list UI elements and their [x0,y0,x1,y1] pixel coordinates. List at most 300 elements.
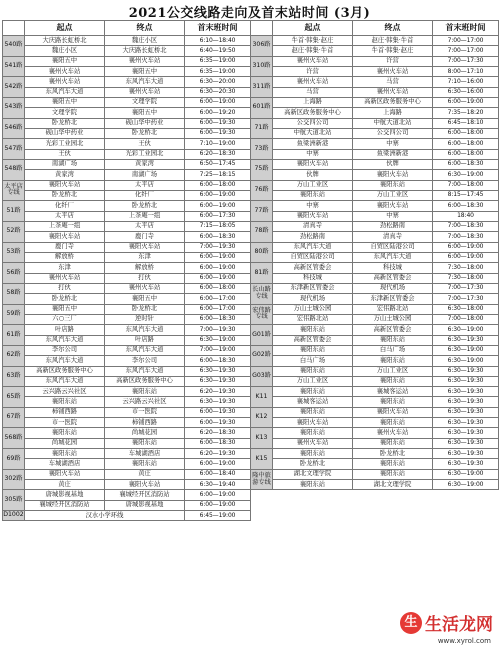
service-time: 6:00—19:00 [185,490,251,500]
route-number: 305路 [3,490,25,511]
start-stop: 劲松路南 [273,232,353,242]
start-stop: 大庆路长虹桥北 [25,36,105,46]
table-row [3,242,251,252]
service-time: 6:00—17:30 [185,211,251,221]
start-stop: 云兴路云兴社区 [25,387,105,397]
end-stop: 襄城经开区消防站 [105,490,185,500]
service-time: 7:35—18:20 [433,108,499,118]
service-time: 6:30—19:30 [433,407,499,417]
route-number: 75路 [251,159,273,180]
service-time: 6:00—17:00 [185,294,251,304]
service-time: 6:10—18:40 [185,36,251,46]
table-row [3,87,251,97]
end-stop: 上茶庵一组 [105,211,185,221]
start-stop: 黄庄 [25,480,105,490]
start-stop: 解放桥 [25,252,105,262]
table-row [3,159,251,169]
end-stop: 中航大道北站 [353,118,433,128]
route-number: 53路 [3,242,25,263]
route-number: 61路 [3,325,25,346]
service-time: 6:30—19:00 [433,480,499,490]
service-time: 6:20—18:30 [185,149,251,159]
route-number: 73路 [251,139,273,160]
start-stop: 上茶庵一组 [25,221,105,231]
start-stop: 唐城影视基地 [25,490,105,500]
start-stop: 南湖广场 [25,159,105,169]
start-stop: 东风汽车大道 [25,87,105,97]
end-stop: 现代机场 [353,283,433,293]
start-stop: 打伙 [25,283,105,293]
service-time: 6:30—19:00 [433,325,499,335]
table-row [3,387,251,397]
service-time: 6:00—19:00 [185,97,251,107]
service-time: 7:25—18:15 [185,170,251,180]
end-stop: 襄阳东站 [353,469,433,479]
service-time: 7:00—18:00 [433,314,499,324]
start-stop: 襄阳东站 [273,190,353,200]
start-stop: 卧龙桥北 [25,190,105,200]
route-number: K12 [251,407,273,428]
end-stop: 高新区政务服务中心 [105,376,185,386]
start-stop: 高新区政务服务中心 [273,108,353,118]
start-stop: 东风汽车大道 [273,242,353,252]
service-time: 7:00—18:30 [433,221,499,231]
route-number: K15 [251,449,273,470]
route-number: 65路 [3,387,25,408]
end-stop: 襄州火车站 [353,428,433,438]
start-stop: 公交四公司 [273,118,353,128]
table-row [251,149,499,159]
route-number: 81路 [251,263,273,284]
start-stop: 砚山华中药业 [25,128,105,138]
table-row [251,459,499,469]
table-row [3,304,251,314]
service-time: 6:00—19:00 [185,190,251,200]
service-time: 6:30—19:30 [433,335,499,345]
start-stop: 高新区政务服务中心 [25,366,105,376]
table-row [251,139,499,149]
table-row [251,356,499,366]
service-time: 6:30—19:30 [433,387,499,397]
table-row [251,273,499,283]
route-header [3,21,25,36]
table-row [251,314,499,324]
end-stop: 襄阳东站 [353,397,433,407]
start-stop: 襄州火车站 [273,56,353,66]
end-stop: 东津 [105,252,185,262]
route-number: 78路 [251,221,273,242]
end-stop: 襄阳火车站 [353,201,433,211]
start-stop: 襄阳东站 [273,449,353,459]
start-stop: 魏庄小区 [25,46,105,56]
service-time: 6:30—19:30 [185,397,251,407]
end-stop: 公交四公司 [353,128,433,138]
service-time: 7:00—19:30 [185,325,251,335]
table-row [3,201,251,211]
start-stop: 万山工业区 [273,180,353,190]
end-stop: 白马广场 [353,345,433,355]
service-time: 7:30—18:00 [433,273,499,283]
end-stop: 湖北文理学院 [353,480,433,490]
table-row [251,449,499,459]
table-row [3,397,251,407]
start-stop: 襄州火车站 [273,438,353,448]
start-stop: 文理学院 [25,108,105,118]
end-stop: 中寨 [353,211,433,221]
route-number: 306路 [251,36,273,57]
table-row [251,428,499,438]
end-stop: 鹿门寺 [105,232,185,242]
route-number: 隆中旅游专线 [251,469,273,490]
table-row [3,345,251,355]
start-header: 起点 [25,21,105,36]
table-row [251,480,499,490]
start-stop: 襄阳东站 [273,387,353,397]
end-stop: 科技城 [353,263,433,273]
start-stop: 六○三厂 [25,314,105,324]
route-table-left [2,20,251,521]
start-stop: 东风汽车大道 [25,356,105,366]
service-time: 6:30—19:30 [433,418,499,428]
start-stop: 高新区管委会 [273,263,353,273]
service-time: 6:40—19:50 [185,46,251,56]
end-stop: 宏伟路北站 [353,304,433,314]
end-stop: 东风汽车大道 [353,252,433,262]
end-stop: 南湖广场 [105,170,185,180]
route-number: 51路 [3,201,25,222]
end-stop: 襄阳东站 [353,356,433,366]
end-stop: 东风汽车大道 [105,77,185,87]
table-row [251,46,499,56]
route-number: G02路 [251,345,273,366]
end-stop: 李尔公司 [105,356,185,366]
service-time: 6:30—20:00 [185,77,251,87]
table-row [3,407,251,417]
route-number: 69路 [3,449,25,470]
route-number: 太平店专线 [3,180,25,201]
route-number: 310路 [251,56,273,77]
start-stop: 鱼梁洲新港 [273,139,353,149]
table-row [251,97,499,107]
route-number: 67路 [3,407,25,428]
service-time: 6:00—19:00 [433,252,499,262]
end-stop: 襄州火车站 [353,66,433,76]
service-time: 6:30—19:00 [433,170,499,180]
table-row [3,180,251,190]
start-stop: 襄州火车站 [273,77,353,87]
start-stop: 汉水小学环线 [25,511,185,521]
table-row [251,180,499,190]
route-number: 56路 [3,263,25,284]
end-stop: 牛首·韩集·赵庄 [353,46,433,56]
start-stop: 襄阳五中 [25,56,105,66]
end-stop: 高新区管委会 [353,325,433,335]
start-stop: 东风汽车大道 [25,335,105,345]
start-stop: 叶店路 [25,325,105,335]
start-stop: 马营 [273,87,353,97]
end-stop: 唐城影视基地 [105,500,185,510]
end-stop: 襄阳五中 [105,108,185,118]
end-stop: 襄阳火车站 [105,242,185,252]
start-stop: 襄城经开区消防站 [25,500,105,510]
service-time: 7:00—18:00 [433,180,499,190]
start-stop: 上海路 [273,97,353,107]
table-row [251,190,499,200]
start-header: 起点 [273,21,353,36]
start-stop: 柿铺西路 [25,407,105,417]
route-number: 80路 [251,242,273,263]
start-stop: 襄阳火车站 [273,159,353,169]
service-time: 6:00—19:00 [185,459,251,469]
table-row [251,438,499,448]
end-stop: 赵庄·韩集·牛首 [353,36,433,46]
end-stop: 襄阳东站 [353,438,433,448]
end-stop: 黄家湾 [105,159,185,169]
service-time: 6:30—16:00 [433,87,499,97]
table-row [251,283,499,293]
end-stop: 万山工业区 [353,366,433,376]
end-stop: 黄庄 [105,469,185,479]
table-row [251,118,499,128]
start-stop: 太平店 [25,211,105,221]
time-header: 首末班时间 [433,21,499,36]
route-number: 542路 [3,77,25,98]
service-time: 6:30—19:30 [433,397,499,407]
route-number: G03路 [251,366,273,387]
table-row [251,397,499,407]
service-time: 7:00—17:30 [433,283,499,293]
table-row [3,356,251,366]
table-row [3,449,251,459]
service-time: 6:00—19:30 [185,418,251,428]
end-stop: 市一医院 [105,407,185,417]
start-stop: 万山土城公园 [273,304,353,314]
route-number: 568路 [3,428,25,449]
route-header [251,21,273,36]
service-time: 6:00—18:00 [185,180,251,190]
service-time: 6:00—18:30 [185,314,251,324]
table-row [3,232,251,242]
start-stop: 襄阳火车站 [25,469,105,479]
start-stop: 王伙 [25,149,105,159]
start-stop: 黄家湾 [25,170,105,180]
route-number: D1002 [3,511,25,521]
service-time: 8:15—17:45 [433,190,499,200]
service-time: 18:40 [433,211,499,221]
table-row [3,56,251,66]
start-stop: 化纤厂 [25,201,105,211]
end-stop: 卧龙桥北 [105,304,185,314]
end-stop: 云兴路云兴社区 [105,397,185,407]
route-table-right [250,20,499,490]
route-number: 543路 [3,97,25,118]
end-stop: 大庆路长虹桥北 [105,46,185,56]
end-stop: 车城湖酒店 [105,449,185,459]
start-stop: 襄阳东站 [273,428,353,438]
service-time: 6:50—17:45 [185,159,251,169]
start-stop: 襄阳东站 [273,407,353,417]
end-stop: 襄阳东站 [353,335,433,345]
service-time: 6:30—19:40 [185,480,251,490]
end-stop: 东风汽车大道 [105,345,185,355]
end-stop: 襄阳五中 [105,294,185,304]
table-row [3,97,251,107]
table-row [251,263,499,273]
start-stop: 自贸区陆港公司 [273,252,353,262]
service-time: 6:00—19:30 [185,118,251,128]
start-stop: 李尔公司 [25,345,105,355]
service-time: 6:30—20:30 [185,87,251,97]
end-stop: 打伙 [105,273,185,283]
service-time: 6:00—19:00 [185,201,251,211]
start-stop: 襄阳东站 [25,449,105,459]
table-row [251,387,499,397]
start-stop: 襄阳东站 [273,366,353,376]
watermark-logo-icon: 生 [400,612,422,634]
end-stop: 解放桥 [105,263,185,273]
start-stop: 现代机场 [273,294,353,304]
table-row [3,273,251,283]
table-row [251,221,499,231]
service-time: 6:20—19:30 [185,449,251,459]
end-stop: 万山土城公园 [353,314,433,324]
table-row [3,325,251,335]
table-row [3,418,251,428]
end-stop: 中寨 [353,139,433,149]
table-row [251,108,499,118]
table-row [3,459,251,469]
service-time: 6:00—18:00 [185,283,251,293]
route-number: 59路 [3,304,25,325]
end-stop: 砚山华中药业 [105,118,185,128]
end-stop: 襄阳五中 [105,66,185,76]
table-row [3,438,251,448]
end-stop: 襄阳东站 [105,459,185,469]
service-time: 6:35—19:00 [185,66,251,76]
table-row [251,87,499,97]
start-stop: 白马广场 [273,356,353,366]
service-time: 6:30—19:30 [433,438,499,448]
start-stop: 襄阳火车站 [25,180,105,190]
table-row [3,211,251,221]
table-row [251,407,499,417]
end-stop: 襄州火车站 [105,56,185,66]
service-time: 6:00—19:00 [185,273,251,283]
start-stop: 尚城花园 [25,438,105,448]
end-stop: 光彩工业园北 [105,149,185,159]
end-stop: 襄阳火车站 [353,407,433,417]
table-row [251,159,499,169]
service-time: 6:35—19:00 [185,56,251,66]
service-time: 6:30—18:00 [433,304,499,314]
service-time: 7:30—18:00 [433,263,499,273]
table-row [251,376,499,386]
service-time: 7:00—19:00 [185,345,251,355]
start-stop: 卧龙桥北 [273,459,353,469]
end-stop: 叶店路 [105,335,185,345]
service-time: 6:00—19:30 [185,407,251,417]
start-stop: 襄阳五中 [25,97,105,107]
end-stop: 襄阳东站 [105,387,185,397]
service-time: 6:00—18:00 [433,139,499,149]
route-number: 546路 [3,118,25,139]
start-stop: 卧龙桥北 [25,294,105,304]
end-stop: 万山工业区 [353,190,433,200]
route-number: 宏伟路专线 [251,304,273,325]
table-row [251,345,499,355]
end-stop: 襄阳东站 [105,438,185,448]
start-stop: 襄州火车站 [25,66,105,76]
end-stop: 襄阳东站 [353,376,433,386]
route-number: 52路 [3,221,25,242]
table-row [251,128,499,138]
table-row [3,263,251,273]
route-number: G01路 [251,325,273,346]
end-stop: 伙牌 [353,159,433,169]
table-row [251,304,499,314]
service-time: 7:10—16:00 [433,77,499,87]
table-row [3,490,251,500]
start-stop: 中寨 [273,201,353,211]
watermark-url: www.xyrol.com [437,637,491,645]
end-stop: 东风汽车大道 [105,366,185,376]
table-row [251,366,499,376]
table-row [3,500,251,510]
end-stop: 襄州火车站 [353,87,433,97]
route-number: 311路 [251,77,273,98]
service-time: 6:30—19:00 [433,356,499,366]
table-row [3,428,251,438]
end-stop: 卧龙桥北 [353,449,433,459]
service-time: 6:30—19:00 [185,335,251,345]
start-stop: 许营 [273,66,353,76]
end-stop: 襄阳东站 [353,418,433,428]
end-stop: 柿铺西路 [105,418,185,428]
start-stop: 市一医院 [25,418,105,428]
service-time: 8:00—17:10 [433,66,499,76]
end-stop: 襄阳火车站 [353,170,433,180]
service-time: 6:30—19:30 [433,428,499,438]
service-time: 6:30—19:30 [433,449,499,459]
table-row [251,211,499,221]
table-row [251,294,499,304]
end-stop: 襄阳火车站 [105,480,185,490]
table-row [251,66,499,76]
end-stop: 太平店 [105,221,185,231]
route-number: 长山路专线 [251,283,273,304]
end-header: 终点 [353,21,433,36]
start-stop: 科技城 [273,273,353,283]
start-stop: 襄阳火车站 [273,211,353,221]
start-stop: 襄城客运站 [273,397,353,407]
table-row [3,335,251,345]
end-stop: 化纤厂 [105,190,185,200]
table-row [251,36,499,46]
end-stop: 自贸区陆港公司 [353,242,433,252]
route-number: 541路 [3,56,25,77]
end-stop: 魏庄小区 [105,36,185,46]
service-time: 6:45—18:10 [433,118,499,128]
start-stop: 高新区管委会 [273,335,353,345]
end-stop: 东风汽车大道 [105,325,185,335]
route-number: 547路 [3,139,25,160]
end-stop: 王伙 [105,139,185,149]
start-stop: 赵庄·韩集·牛首 [273,46,353,56]
service-time: 7:00—17:00 [433,46,499,56]
start-stop: 鹿门寺 [25,242,105,252]
table-row [3,366,251,376]
service-time: 6:00—18:30 [185,356,251,366]
